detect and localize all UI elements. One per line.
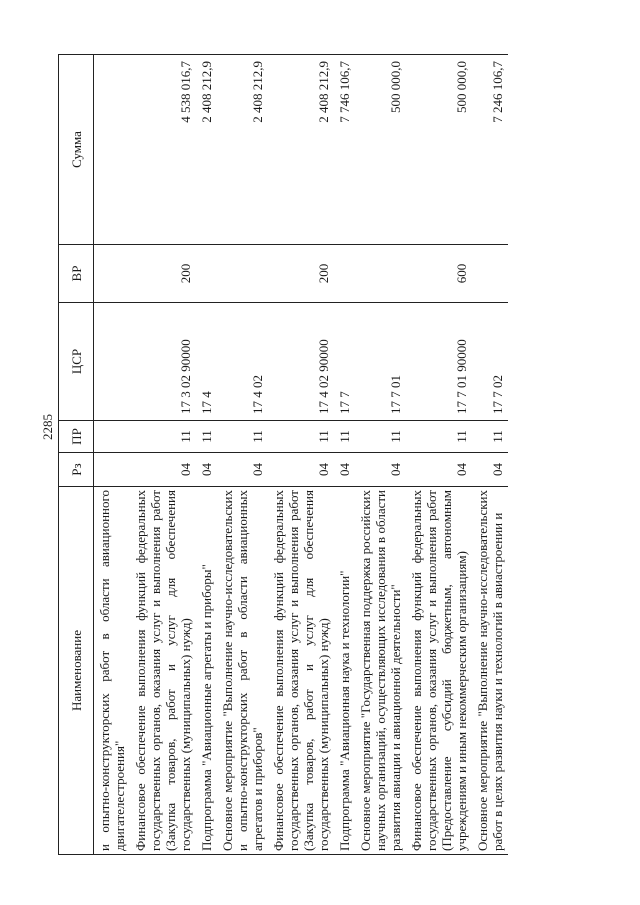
- row-sum: 500 000,0: [355, 55, 406, 245]
- header-name: Наименование: [59, 487, 94, 855]
- row-name: Финансовое обеспечение выполнения функций федеральных государственных органов, оказания услуг и выполнения работ (Закупка товаров, работ и услуг для обеспечения государственных (муниципальных) нужд): [130, 487, 196, 855]
- table-row: [268, 55, 334, 855]
- row-rz: 04: [334, 453, 355, 487]
- row-sum: 500 000,0: [406, 55, 472, 245]
- row-pr: 11: [217, 421, 268, 453]
- budget-table: [58, 54, 508, 855]
- row-csr: 17 7: [334, 303, 355, 421]
- row-rz: 04: [268, 453, 334, 487]
- row-csr: 17 7 01 90000: [406, 303, 472, 421]
- row-vr: 200: [130, 245, 196, 303]
- table-row: [217, 55, 268, 855]
- header-sum: Сумма: [59, 55, 94, 245]
- row-vr: [334, 245, 355, 303]
- row-rz: 04: [217, 453, 268, 487]
- row-rz: 04: [406, 453, 472, 487]
- row-vr: 200: [268, 245, 334, 303]
- row-pr: [94, 421, 131, 453]
- header-csr: ЦСР: [59, 303, 94, 421]
- row-vr: [94, 245, 131, 303]
- row-pr: 11: [130, 421, 196, 453]
- row-name: Подпрограмма "Авиационные агрегаты и приборы": [196, 487, 217, 855]
- row-sum: 2 408 212,9: [196, 55, 217, 245]
- row-rz: 04: [355, 453, 406, 487]
- row-csr: 17 4: [196, 303, 217, 421]
- row-vr: [217, 245, 268, 303]
- row-sum: 4 538 016,7: [130, 55, 196, 245]
- table-row: [334, 55, 355, 855]
- row-sum: 7 246 106,7: [472, 55, 508, 245]
- page-number: 2285: [40, 414, 55, 440]
- row-sum: 2 408 212,9: [217, 55, 268, 245]
- row-rz: 04: [130, 453, 196, 487]
- row-name: Финансовое обеспечение выполнения функций федеральных государственных органов, оказания услуг и выполнения работ (Предоставление субсидий бюджетным, автономным учреждениям и иным некоммерческим организациям): [406, 487, 472, 855]
- table-row: [472, 55, 508, 855]
- row-pr: 11: [268, 421, 334, 453]
- row-pr: 11: [472, 421, 508, 453]
- row-csr: 17 4 02 90000: [268, 303, 334, 421]
- row-pr: 11: [406, 421, 472, 453]
- row-sum: [94, 55, 131, 245]
- table-row: [130, 55, 196, 855]
- row-name: Основное мероприятие "Государственная поддержка российских научных организаций, осуществляющих исследования в области развития авиации и авиационной деятельности": [355, 487, 406, 855]
- header-rz: Рз: [59, 453, 94, 487]
- row-rz: 04: [196, 453, 217, 487]
- row-pr: 11: [334, 421, 355, 453]
- row-vr: 600: [406, 245, 472, 303]
- row-rz: 04: [472, 453, 508, 487]
- row-vr: [355, 245, 406, 303]
- row-pr: 11: [355, 421, 406, 453]
- header-pr: ПР: [59, 421, 94, 453]
- table-row: [94, 55, 131, 855]
- row-csr: 17 7 02: [472, 303, 508, 421]
- row-vr: [196, 245, 217, 303]
- row-name: Основное мероприятие "Выполнение научно-исследовательских и опытно-конструкторских работ в области авиационных агрегатов и приборов": [217, 487, 268, 855]
- row-name: и опытно-конструкторских работ в области авиационного двигателестроения": [94, 487, 131, 855]
- row-csr: 17 4 02: [217, 303, 268, 421]
- row-name: Финансовое обеспечение выполнения функций федеральных государственных органов, оказания услуг и выполнения работ (Закупка товаров, работ и услуг для обеспечения государственных (муниципальных) нужд): [268, 487, 334, 855]
- budget-table-page: [58, 55, 592, 855]
- row-sum: 7 746 106,7: [334, 55, 355, 245]
- header-vr: ВР: [59, 245, 94, 303]
- table-row: [406, 55, 472, 855]
- row-rz: [94, 453, 131, 487]
- table-row: [355, 55, 406, 855]
- row-csr: 17 3 02 90000: [130, 303, 196, 421]
- row-vr: [472, 245, 508, 303]
- row-sum: 2 408 212,9: [268, 55, 334, 245]
- table-row: [196, 55, 217, 855]
- row-csr: 17 7 01: [355, 303, 406, 421]
- row-csr: [94, 303, 131, 421]
- row-name: Подпрограмма "Авиационная наука и технологии": [334, 487, 355, 855]
- row-pr: 11: [196, 421, 217, 453]
- table-header-row: [59, 55, 94, 855]
- row-name: Основное мероприятие "Выполнение научно-исследовательских работ в целях развития науки и технологий в авиастроении и: [472, 487, 508, 855]
